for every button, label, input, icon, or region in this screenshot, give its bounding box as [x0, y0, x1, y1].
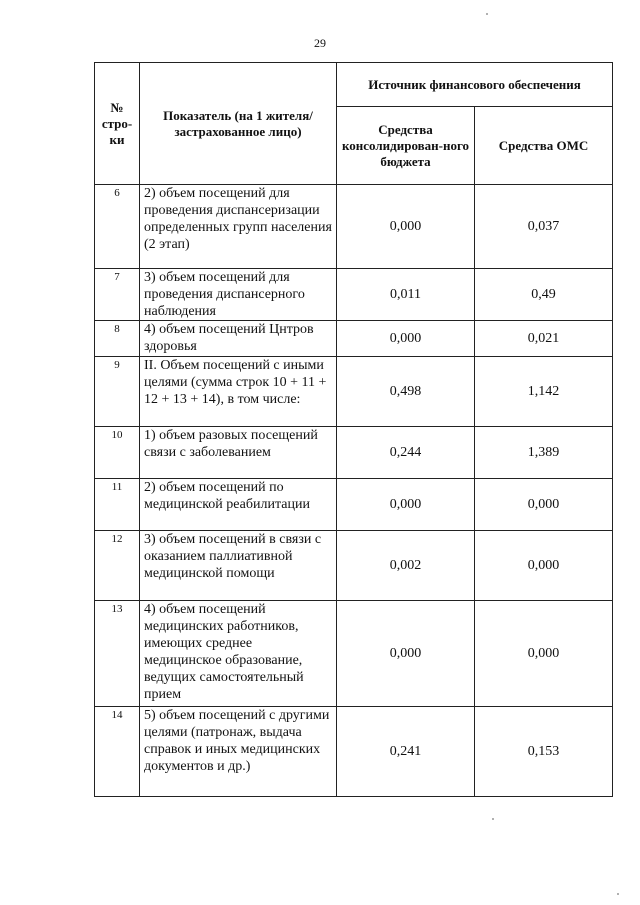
row-oms-value: 0,000 [475, 531, 613, 601]
row-indicator: 5) объем посещений с другими целями (патронаж, выдача справок и иных медицинских документов и др.) [140, 707, 337, 797]
table-row [95, 707, 613, 797]
page-number: 29 [314, 36, 326, 50]
row-oms-value: 0,021 [475, 321, 613, 357]
row-number: 12 [95, 531, 140, 601]
row-budget-value: 0,002 [337, 531, 475, 601]
row-indicator: 3) объем посещений для проведения диспансерного наблюдения [140, 269, 337, 321]
row-indicator: 2) объем посещений для проведения диспансеризации определенных групп населения (2 этап) [140, 185, 337, 269]
table-row [95, 479, 613, 531]
row-indicator: 4) объем посещений медицинских работников, имеющих среднее медицинское образование, ведущих самостоятельный прием [140, 601, 337, 707]
row-number: 9 [95, 357, 140, 427]
row-indicator: II. Объем посещений с иными целями (сумма строк 10 + 11 + 12 + 13 + 14), в том числе: [140, 357, 337, 427]
row-number: 8 [95, 321, 140, 357]
row-indicator: 3) объем посещений в связи с оказанием паллиативной медицинской помощи [140, 531, 337, 601]
row-budget-value: 0,000 [337, 185, 475, 269]
row-budget-value: 0,000 [337, 601, 475, 707]
row-budget-value: 0,000 [337, 321, 475, 357]
scan-speck [492, 818, 494, 820]
row-oms-value: 0,153 [475, 707, 613, 797]
row-number: 11 [95, 479, 140, 531]
row-indicator: 2) объем посещений по медицинской реабилитации [140, 479, 337, 531]
row-oms-value: 0,000 [475, 479, 613, 531]
row-oms-value: 0,000 [475, 601, 613, 707]
table-row [95, 601, 613, 707]
row-indicator: 1) объем разовых посещений связи с заболеванием [140, 427, 337, 479]
table-row [95, 185, 613, 269]
header-funding-source: Источник финансового обеспечения [337, 63, 613, 107]
table-row [95, 321, 613, 357]
row-indicator: 4) объем посещений Цнтров здоровья [140, 321, 337, 357]
scan-speck [486, 13, 488, 15]
row-number: 6 [95, 185, 140, 269]
table-row [95, 269, 613, 321]
scan-speck [617, 893, 619, 895]
row-oms-value: 1,142 [475, 357, 613, 427]
row-number: 7 [95, 269, 140, 321]
header-row [95, 63, 613, 107]
row-number: 14 [95, 707, 140, 797]
row-oms-value: 0,49 [475, 269, 613, 321]
row-budget-value: 0,011 [337, 269, 475, 321]
row-oms-value: 1,389 [475, 427, 613, 479]
row-budget-value: 0,241 [337, 707, 475, 797]
header-consolidated-budget: Средства консолидирован-ного бюджета [337, 107, 475, 185]
table-row [95, 357, 613, 427]
row-oms-value: 0,037 [475, 185, 613, 269]
header-oms-funds: Средства ОМС [475, 107, 613, 185]
row-budget-value: 0,000 [337, 479, 475, 531]
row-number: 10 [95, 427, 140, 479]
row-budget-value: 0,498 [337, 357, 475, 427]
financing-table [94, 62, 613, 797]
header-indicator: Показатель (на 1 жителя/ застрахованное лицо) [140, 63, 337, 185]
table-row [95, 427, 613, 479]
row-number: 13 [95, 601, 140, 707]
row-budget-value: 0,244 [337, 427, 475, 479]
table-row [95, 531, 613, 601]
header-row-number: № стро-ки [95, 63, 140, 185]
